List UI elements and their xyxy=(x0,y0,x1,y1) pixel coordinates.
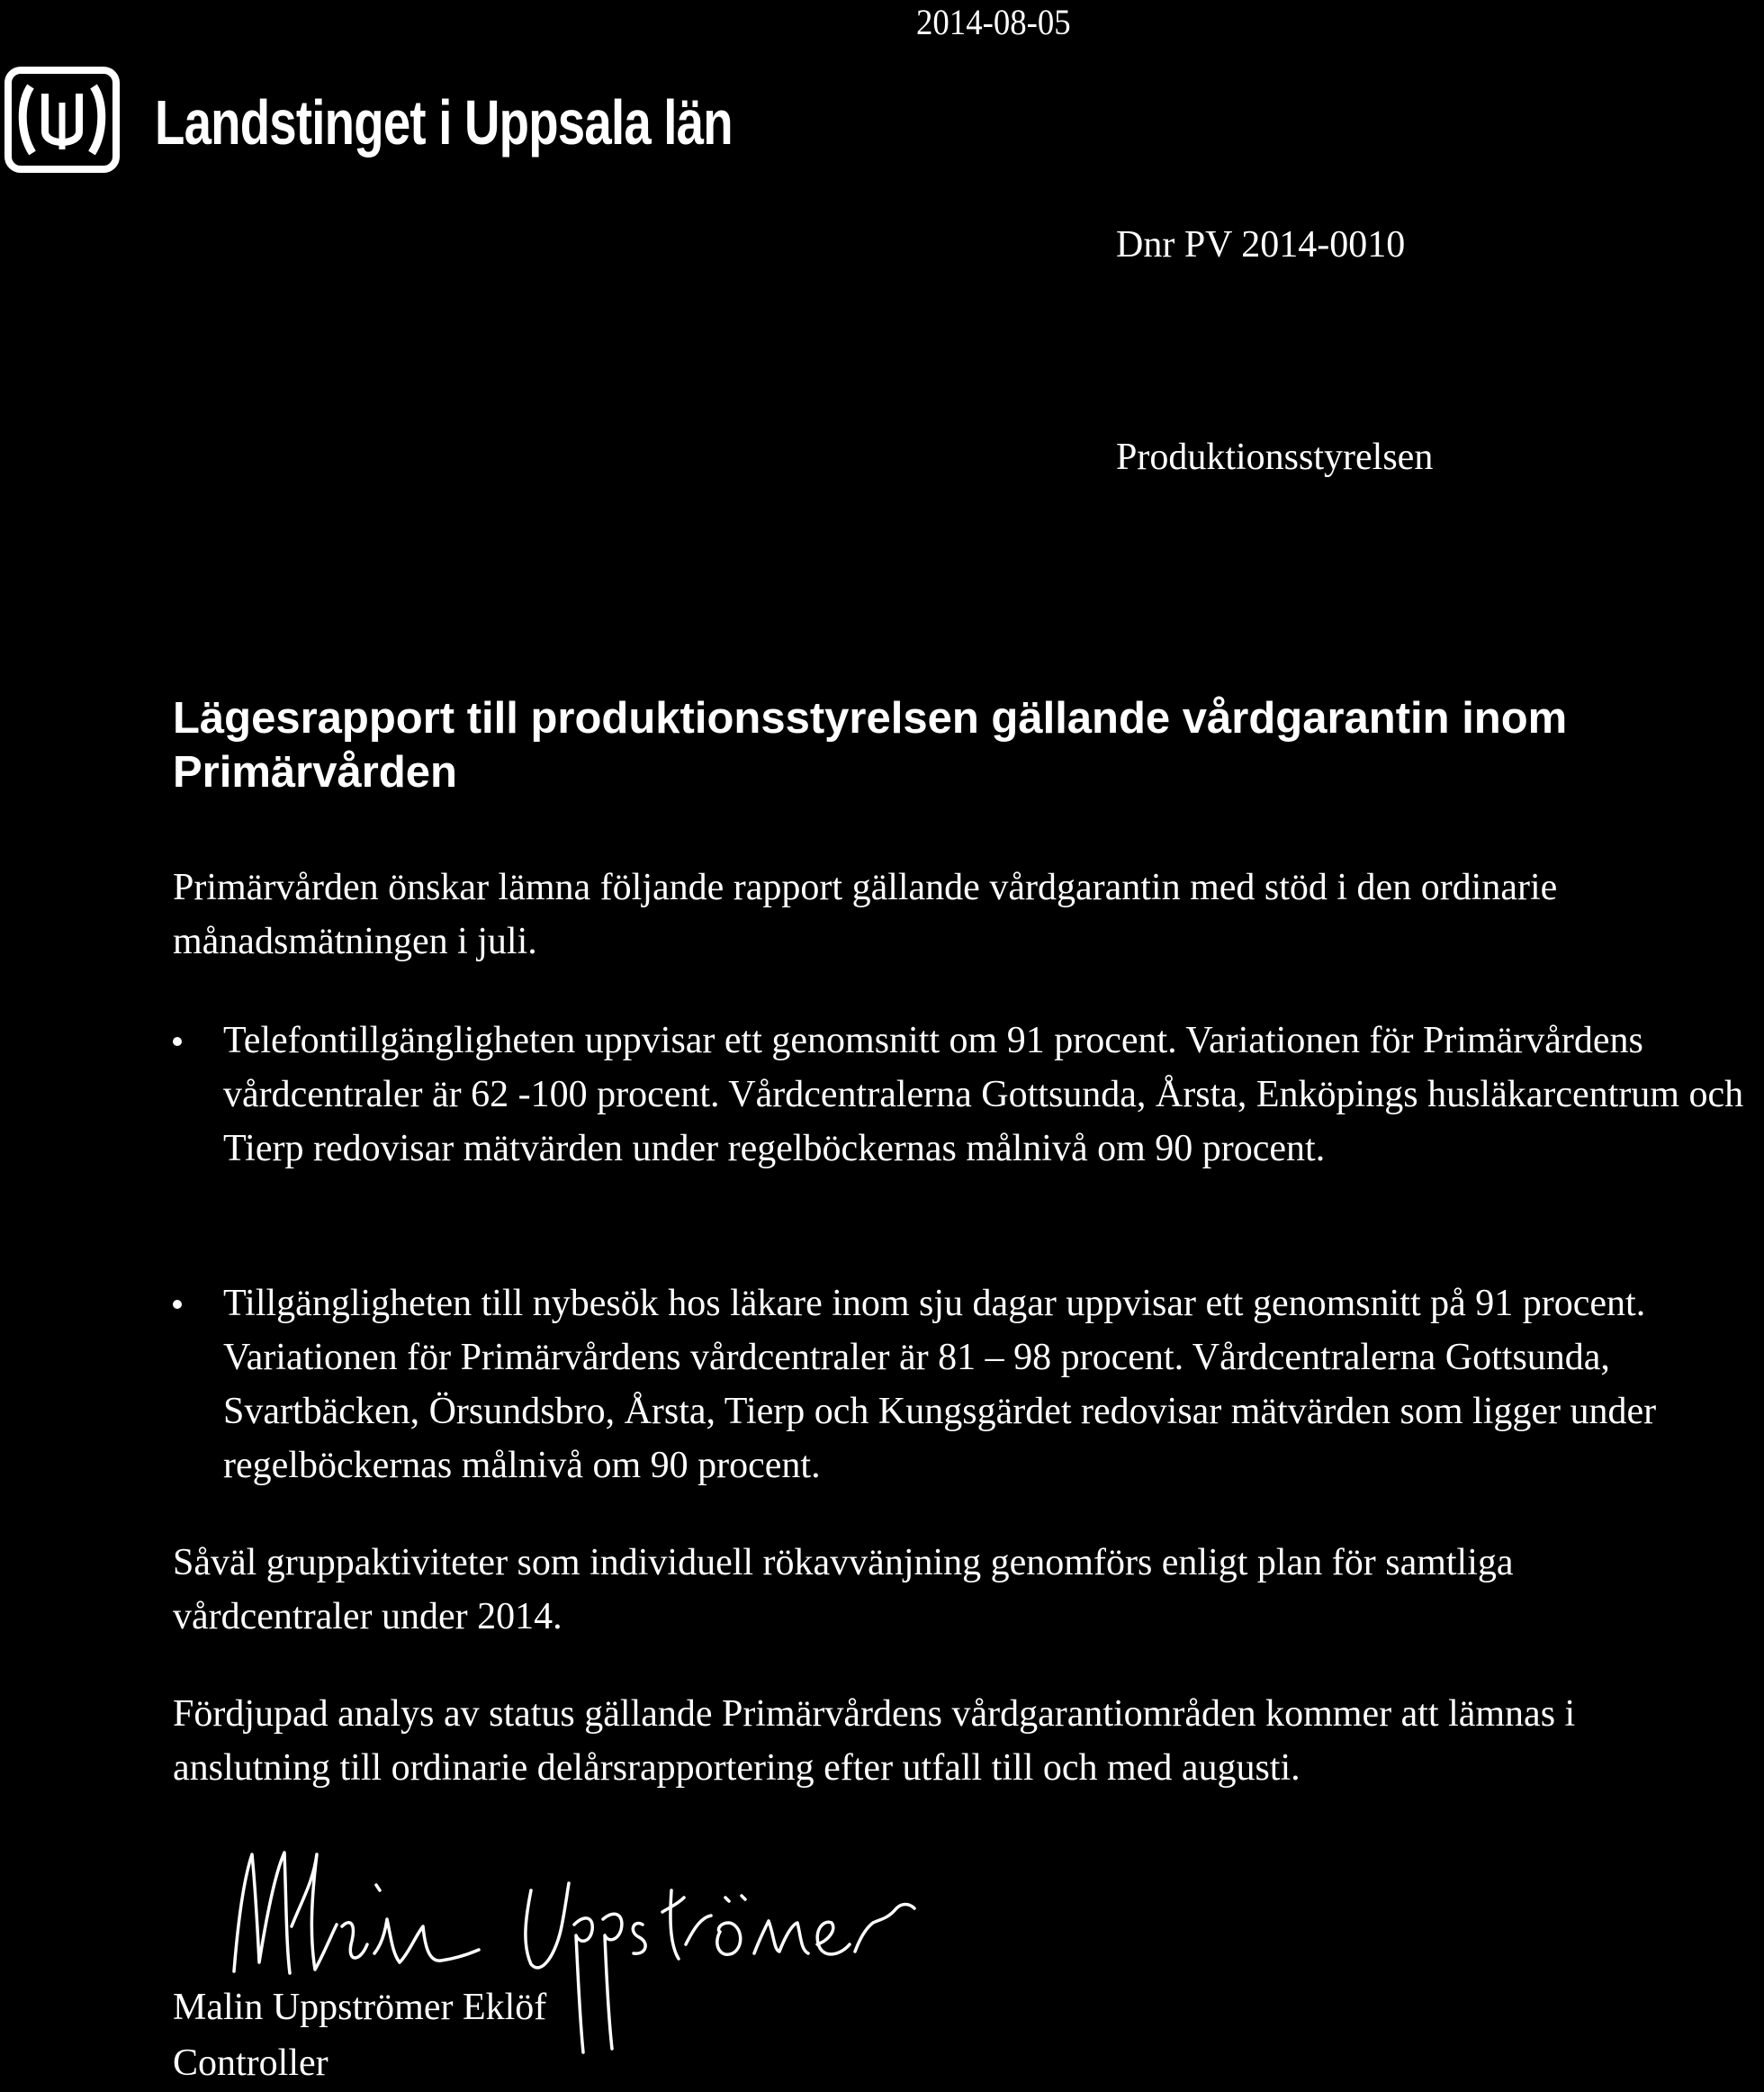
signer-role: Controller xyxy=(173,2042,328,2084)
bullet-icon xyxy=(173,1037,182,1046)
reference-number: Dnr PV 2014-0010 xyxy=(1116,224,1406,266)
organization-name: Landstinget i Uppsala län xyxy=(155,87,733,158)
bullet-list xyxy=(173,1276,1748,1492)
document-date: 2014-08-05 xyxy=(916,2,1071,42)
landstinget-uppsala-logo-icon xyxy=(4,67,121,173)
list-item-text: Telefontillgängligheten uppvisar ett genomsnitt om 91 procent. Variationen för Primärvårdens vårdcentraler är 62 -100 procent. Vårdcentralerna Gottsunda, Årsta, Enköpings husläkarcentrum och Tierp redovisar mätvärden under regelböckernas målnivå om 90 procent. xyxy=(223,1020,1744,1169)
signer-name: Malin Uppströmer Eklöf xyxy=(173,1987,547,2028)
list-item xyxy=(173,1276,1748,1492)
list-item-text: Tillgängligheten till nybesök hos läkare inom sju dagar uppvisar ett genomsnitt på 91 procent. Variationen för Primärvårdens vårdcentraler är 81 – 98 procent. Vårdcentralerna Gottsunda, Svartbäcken, Örsundsbro, Årsta, Tierp och Kungsgärdet redovisar mätvärden som ligger under regelböckernas målnivå om 90 procent. xyxy=(223,1283,1657,1486)
intro-paragraph: Primärvården önskar lämna följande rapport gällande vårdgarantin med stöd i den ordinarie månadsmätningen i juli. xyxy=(173,867,1558,962)
bullet-list xyxy=(173,1014,1748,1176)
closing-paragraph: Såväl gruppaktiviteter som individuell rökavvänjning genomförs enligt plan för samtliga vårdcentraler under 2014. xyxy=(173,1542,1514,1637)
closing-paragraph: Fördjupad analys av status gällande Primärvårdens vårdgarantiområden kommer att lämnas i anslutning till ordinarie delårsrapportering efter utfall till och med augusti. xyxy=(173,1693,1576,1789)
bullet-icon xyxy=(173,1300,182,1309)
recipient: Produktionsstyrelsen xyxy=(1116,437,1434,478)
list-item xyxy=(173,1014,1748,1176)
document-title: Lägesrapport till produktionsstyrelsen gällande vårdgarantin inom Primärvården xyxy=(173,694,1568,797)
